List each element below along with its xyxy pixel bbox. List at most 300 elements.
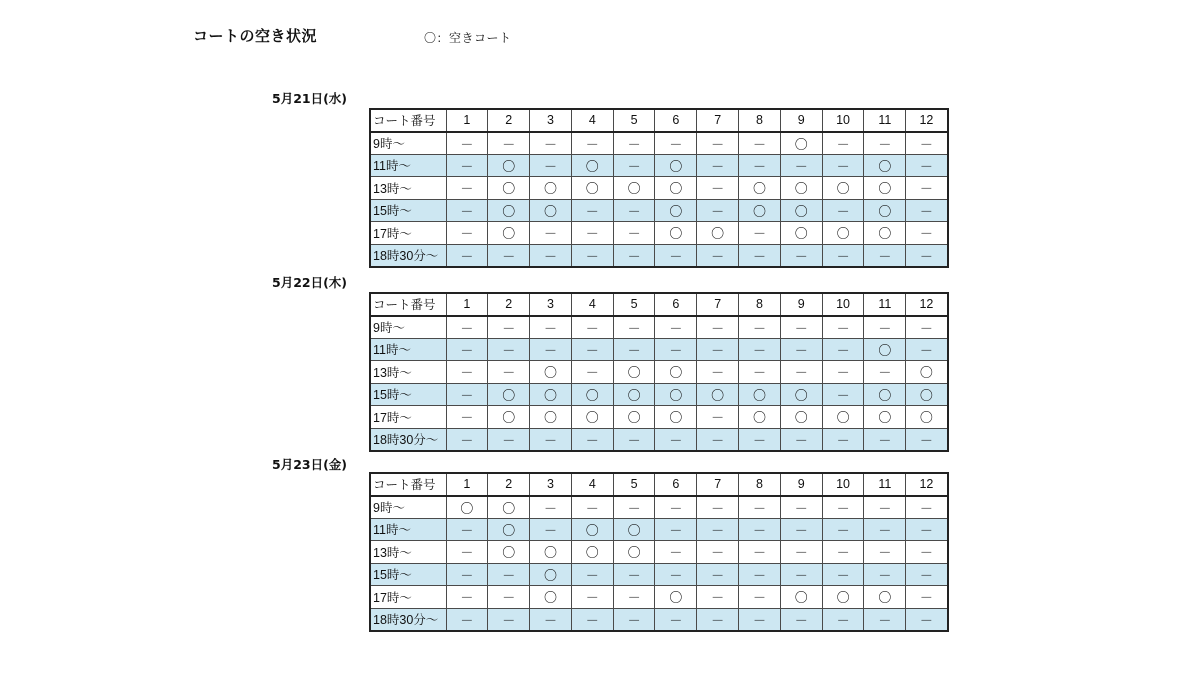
time-slot-row xyxy=(370,222,948,245)
court-unavailable-cell: － xyxy=(655,244,697,267)
court-unavailable-cell: － xyxy=(446,361,488,384)
court-number-10: 10 xyxy=(822,293,864,316)
court-available-cell: 〇 xyxy=(780,132,822,155)
court-available-cell: 〇 xyxy=(530,541,572,564)
court-available-cell: 〇 xyxy=(613,406,655,429)
court-unavailable-cell: － xyxy=(864,132,906,155)
court-available-cell: 〇 xyxy=(697,383,739,406)
court-unavailable-cell: － xyxy=(780,518,822,541)
court-unavailable-cell: － xyxy=(446,199,488,222)
court-unavailable-cell: － xyxy=(697,428,739,451)
court-number-6: 6 xyxy=(655,293,697,316)
court-unavailable-cell: － xyxy=(822,563,864,586)
court-unavailable-cell: － xyxy=(613,496,655,519)
court-unavailable-cell: － xyxy=(530,154,572,177)
time-slot-label: 15時～ xyxy=(370,199,446,222)
court-unavailable-cell: － xyxy=(906,586,948,609)
court-available-cell: 〇 xyxy=(530,563,572,586)
time-slot-row xyxy=(370,428,948,451)
court-unavailable-cell: － xyxy=(655,338,697,361)
court-available-cell: 〇 xyxy=(655,586,697,609)
court-unavailable-cell: － xyxy=(780,361,822,384)
time-slot-label: 11時～ xyxy=(370,518,446,541)
court-unavailable-cell: － xyxy=(822,383,864,406)
court-available-cell: 〇 xyxy=(613,177,655,200)
court-available-cell: 〇 xyxy=(446,496,488,519)
court-unavailable-cell: － xyxy=(571,316,613,339)
time-slot-row xyxy=(370,338,948,361)
time-slot-label: 15時～ xyxy=(370,563,446,586)
court-unavailable-cell: － xyxy=(697,563,739,586)
court-unavailable-cell: － xyxy=(613,132,655,155)
court-available-cell: 〇 xyxy=(739,199,781,222)
court-unavailable-cell: － xyxy=(739,541,781,564)
court-available-cell: 〇 xyxy=(571,541,613,564)
court-available-cell: 〇 xyxy=(822,222,864,245)
court-number-3: 3 xyxy=(530,109,572,132)
time-slot-row xyxy=(370,244,948,267)
court-unavailable-cell: － xyxy=(906,222,948,245)
court-unavailable-cell: － xyxy=(864,428,906,451)
court-available-cell: 〇 xyxy=(864,406,906,429)
court-unavailable-cell: － xyxy=(655,316,697,339)
court-available-cell: 〇 xyxy=(530,406,572,429)
time-slot-row xyxy=(370,541,948,564)
court-unavailable-cell: － xyxy=(571,361,613,384)
court-available-cell: 〇 xyxy=(780,586,822,609)
court-unavailable-cell: － xyxy=(446,316,488,339)
court-available-cell: 〇 xyxy=(488,383,530,406)
court-unavailable-cell: － xyxy=(822,338,864,361)
court-number-2: 2 xyxy=(488,293,530,316)
court-available-cell: 〇 xyxy=(864,199,906,222)
time-slot-label: 9時～ xyxy=(370,316,446,339)
court-available-cell: 〇 xyxy=(822,177,864,200)
court-unavailable-cell: － xyxy=(488,563,530,586)
court-available-cell: 〇 xyxy=(780,199,822,222)
court-unavailable-cell: － xyxy=(530,428,572,451)
court-number-12: 12 xyxy=(906,293,948,316)
court-unavailable-cell: － xyxy=(697,586,739,609)
court-unavailable-cell: － xyxy=(697,608,739,631)
court-unavailable-cell: － xyxy=(571,563,613,586)
court-unavailable-cell: － xyxy=(571,222,613,245)
court-number-6: 6 xyxy=(655,109,697,132)
court-number-9: 9 xyxy=(780,293,822,316)
time-slot-row xyxy=(370,361,948,384)
court-available-cell: 〇 xyxy=(488,154,530,177)
court-unavailable-cell: － xyxy=(655,496,697,519)
court-unavailable-cell: － xyxy=(780,563,822,586)
court-available-cell: 〇 xyxy=(488,199,530,222)
time-slot-label: 18時30分～ xyxy=(370,608,446,631)
time-slot-row xyxy=(370,406,948,429)
court-unavailable-cell: － xyxy=(739,132,781,155)
time-slot-row xyxy=(370,199,948,222)
court-unavailable-cell: － xyxy=(446,608,488,631)
court-available-cell: 〇 xyxy=(864,154,906,177)
court-unavailable-cell: － xyxy=(739,518,781,541)
time-slot-label: 13時～ xyxy=(370,541,446,564)
time-slot-label: 15時～ xyxy=(370,383,446,406)
court-unavailable-cell: － xyxy=(906,496,948,519)
court-unavailable-cell: － xyxy=(906,244,948,267)
court-unavailable-cell: － xyxy=(655,428,697,451)
court-available-cell: 〇 xyxy=(488,496,530,519)
court-unavailable-cell: － xyxy=(864,316,906,339)
court-unavailable-cell: － xyxy=(906,608,948,631)
date-label: 5月23日(金) xyxy=(272,457,348,472)
court-unavailable-cell: － xyxy=(446,518,488,541)
court-unavailable-cell: － xyxy=(697,132,739,155)
court-available-cell: 〇 xyxy=(780,383,822,406)
court-unavailable-cell: － xyxy=(864,541,906,564)
court-number-11: 11 xyxy=(864,293,906,316)
court-available-cell: 〇 xyxy=(780,406,822,429)
court-unavailable-cell: － xyxy=(864,518,906,541)
court-unavailable-cell: － xyxy=(739,338,781,361)
court-number-10: 10 xyxy=(822,109,864,132)
court-unavailable-cell: － xyxy=(780,244,822,267)
court-number-12: 12 xyxy=(906,473,948,496)
court-unavailable-cell: － xyxy=(780,154,822,177)
court-unavailable-cell: － xyxy=(697,518,739,541)
court-unavailable-cell: － xyxy=(613,222,655,245)
court-available-cell: 〇 xyxy=(864,177,906,200)
court-available-cell: 〇 xyxy=(655,406,697,429)
court-unavailable-cell: － xyxy=(571,244,613,267)
court-unavailable-cell: － xyxy=(739,563,781,586)
court-number-10: 10 xyxy=(822,473,864,496)
time-slot-label: 18時30分～ xyxy=(370,428,446,451)
court-available-cell: 〇 xyxy=(906,383,948,406)
court-available-cell: 〇 xyxy=(571,154,613,177)
court-unavailable-cell: － xyxy=(530,608,572,631)
court-available-cell: 〇 xyxy=(488,541,530,564)
time-slot-label: 18時30分～ xyxy=(370,244,446,267)
time-slot-row xyxy=(370,563,948,586)
court-available-cell: 〇 xyxy=(864,338,906,361)
court-unavailable-cell: － xyxy=(739,608,781,631)
court-unavailable-cell: － xyxy=(697,338,739,361)
court-available-cell: 〇 xyxy=(655,199,697,222)
court-unavailable-cell: － xyxy=(446,177,488,200)
court-number-2: 2 xyxy=(488,109,530,132)
time-slot-row xyxy=(370,383,948,406)
court-available-cell: 〇 xyxy=(739,177,781,200)
court-available-cell: 〇 xyxy=(613,541,655,564)
court-number-7: 7 xyxy=(697,109,739,132)
court-unavailable-cell: － xyxy=(697,154,739,177)
court-unavailable-cell: － xyxy=(571,608,613,631)
court-unavailable-cell: － xyxy=(780,541,822,564)
court-available-cell: 〇 xyxy=(571,177,613,200)
court-unavailable-cell: － xyxy=(488,608,530,631)
court-available-cell: 〇 xyxy=(530,177,572,200)
court-available-cell: 〇 xyxy=(571,406,613,429)
court-available-cell: 〇 xyxy=(655,177,697,200)
court-unavailable-cell: － xyxy=(613,338,655,361)
court-number-11: 11 xyxy=(864,109,906,132)
court-unavailable-cell: － xyxy=(613,428,655,451)
court-unavailable-cell: － xyxy=(530,132,572,155)
court-unavailable-cell: － xyxy=(488,428,530,451)
court-available-cell: 〇 xyxy=(739,406,781,429)
court-available-cell: 〇 xyxy=(864,586,906,609)
court-table-day-0523 xyxy=(369,472,949,632)
court-unavailable-cell: － xyxy=(571,586,613,609)
court-available-cell: 〇 xyxy=(488,177,530,200)
time-slot-label: 17時～ xyxy=(370,406,446,429)
court-available-cell: 〇 xyxy=(613,383,655,406)
court-unavailable-cell: － xyxy=(613,586,655,609)
court-available-cell: 〇 xyxy=(780,222,822,245)
court-number-8: 8 xyxy=(739,473,781,496)
header-row xyxy=(370,109,948,132)
court-unavailable-cell: － xyxy=(446,586,488,609)
court-unavailable-cell: － xyxy=(906,338,948,361)
court-unavailable-cell: － xyxy=(906,316,948,339)
court-unavailable-cell: － xyxy=(530,244,572,267)
court-available-cell: 〇 xyxy=(906,361,948,384)
court-unavailable-cell: － xyxy=(780,428,822,451)
court-unavailable-cell: － xyxy=(864,361,906,384)
court-unavailable-cell: － xyxy=(488,361,530,384)
court-unavailable-cell: － xyxy=(906,518,948,541)
court-unavailable-cell: － xyxy=(530,316,572,339)
court-unavailable-cell: － xyxy=(446,541,488,564)
court-unavailable-cell: － xyxy=(864,563,906,586)
court-unavailable-cell: － xyxy=(906,428,948,451)
time-slot-label: 17時～ xyxy=(370,222,446,245)
court-unavailable-cell: － xyxy=(739,316,781,339)
date-label: 5月21日(水) xyxy=(272,91,348,106)
court-unavailable-cell: － xyxy=(739,222,781,245)
court-unavailable-cell: － xyxy=(822,541,864,564)
header-row xyxy=(370,473,948,496)
court-unavailable-cell: － xyxy=(906,154,948,177)
court-available-cell: 〇 xyxy=(613,518,655,541)
court-unavailable-cell: － xyxy=(780,316,822,339)
court-unavailable-cell: － xyxy=(864,496,906,519)
time-slot-label: 9時～ xyxy=(370,496,446,519)
court-available-cell: 〇 xyxy=(488,406,530,429)
court-unavailable-cell: － xyxy=(446,132,488,155)
court-available-cell: 〇 xyxy=(697,222,739,245)
page-title: コートの空き状況 xyxy=(193,27,318,45)
court-unavailable-cell: － xyxy=(571,338,613,361)
court-unavailable-cell: － xyxy=(822,316,864,339)
court-number-12: 12 xyxy=(906,109,948,132)
court-unavailable-cell: － xyxy=(571,496,613,519)
court-available-cell: 〇 xyxy=(655,361,697,384)
court-number-4: 4 xyxy=(571,473,613,496)
court-unavailable-cell: － xyxy=(822,244,864,267)
court-number-1: 1 xyxy=(446,293,488,316)
court-unavailable-cell: － xyxy=(822,496,864,519)
court-available-cell: 〇 xyxy=(613,361,655,384)
header-row xyxy=(370,293,948,316)
court-number-9: 9 xyxy=(780,473,822,496)
court-unavailable-cell: － xyxy=(488,132,530,155)
court-unavailable-cell: － xyxy=(697,361,739,384)
court-unavailable-cell: － xyxy=(613,316,655,339)
court-unavailable-cell: － xyxy=(822,361,864,384)
court-number-5: 5 xyxy=(613,473,655,496)
court-unavailable-cell: － xyxy=(446,338,488,361)
court-available-cell: 〇 xyxy=(864,222,906,245)
court-available-cell: 〇 xyxy=(571,383,613,406)
court-unavailable-cell: － xyxy=(822,428,864,451)
court-number-8: 8 xyxy=(739,109,781,132)
court-unavailable-cell: － xyxy=(739,361,781,384)
court-unavailable-cell: － xyxy=(613,608,655,631)
court-unavailable-cell: － xyxy=(446,154,488,177)
court-number-4: 4 xyxy=(571,109,613,132)
court-unavailable-cell: － xyxy=(822,154,864,177)
court-unavailable-cell: － xyxy=(488,586,530,609)
court-available-cell: 〇 xyxy=(906,406,948,429)
court-number-header: コート番号 xyxy=(370,473,446,496)
court-unavailable-cell: － xyxy=(446,428,488,451)
time-slot-row xyxy=(370,608,948,631)
court-number-1: 1 xyxy=(446,109,488,132)
time-slot-label: 11時～ xyxy=(370,154,446,177)
time-slot-row xyxy=(370,154,948,177)
court-number-11: 11 xyxy=(864,473,906,496)
time-slot-row xyxy=(370,496,948,519)
court-available-cell: 〇 xyxy=(530,383,572,406)
court-unavailable-cell: － xyxy=(446,563,488,586)
court-unavailable-cell: － xyxy=(697,496,739,519)
court-available-cell: 〇 xyxy=(488,222,530,245)
court-unavailable-cell: － xyxy=(488,244,530,267)
court-unavailable-cell: － xyxy=(446,406,488,429)
court-unavailable-cell: － xyxy=(906,199,948,222)
court-table-day-0522 xyxy=(369,292,949,452)
time-slot-label: 17時～ xyxy=(370,586,446,609)
court-available-cell: 〇 xyxy=(530,199,572,222)
court-unavailable-cell: － xyxy=(864,608,906,631)
court-available-cell: 〇 xyxy=(864,383,906,406)
court-unavailable-cell: － xyxy=(613,244,655,267)
court-unavailable-cell: － xyxy=(530,496,572,519)
court-available-cell: 〇 xyxy=(655,383,697,406)
court-unavailable-cell: － xyxy=(739,586,781,609)
legend-text: 〇：空きコート xyxy=(424,31,512,45)
time-slot-row xyxy=(370,316,948,339)
court-number-2: 2 xyxy=(488,473,530,496)
court-unavailable-cell: － xyxy=(530,338,572,361)
court-number-7: 7 xyxy=(697,293,739,316)
court-available-cell: 〇 xyxy=(780,177,822,200)
court-number-4: 4 xyxy=(571,293,613,316)
court-unavailable-cell: － xyxy=(906,563,948,586)
court-unavailable-cell: － xyxy=(488,338,530,361)
court-unavailable-cell: － xyxy=(864,244,906,267)
court-unavailable-cell: － xyxy=(655,132,697,155)
court-unavailable-cell: － xyxy=(613,154,655,177)
court-unavailable-cell: － xyxy=(697,177,739,200)
court-number-9: 9 xyxy=(780,109,822,132)
court-available-cell: 〇 xyxy=(571,518,613,541)
court-unavailable-cell: － xyxy=(697,199,739,222)
court-unavailable-cell: － xyxy=(446,383,488,406)
court-available-cell: 〇 xyxy=(655,222,697,245)
court-unavailable-cell: － xyxy=(822,199,864,222)
court-number-8: 8 xyxy=(739,293,781,316)
time-slot-row xyxy=(370,132,948,155)
court-unavailable-cell: － xyxy=(446,222,488,245)
court-number-header: コート番号 xyxy=(370,293,446,316)
court-unavailable-cell: － xyxy=(613,199,655,222)
court-unavailable-cell: － xyxy=(822,608,864,631)
time-slot-row xyxy=(370,586,948,609)
court-unavailable-cell: － xyxy=(655,563,697,586)
time-slot-label: 11時～ xyxy=(370,338,446,361)
court-unavailable-cell: － xyxy=(530,222,572,245)
court-unavailable-cell: － xyxy=(571,428,613,451)
court-number-6: 6 xyxy=(655,473,697,496)
date-label: 5月22日(木) xyxy=(272,275,348,290)
court-unavailable-cell: － xyxy=(822,518,864,541)
court-unavailable-cell: － xyxy=(780,496,822,519)
court-unavailable-cell: － xyxy=(822,132,864,155)
time-slot-row xyxy=(370,177,948,200)
time-slot-row xyxy=(370,518,948,541)
court-unavailable-cell: － xyxy=(613,563,655,586)
court-table-day-0521 xyxy=(369,108,949,268)
court-unavailable-cell: － xyxy=(571,132,613,155)
court-number-7: 7 xyxy=(697,473,739,496)
court-unavailable-cell: － xyxy=(697,316,739,339)
court-unavailable-cell: － xyxy=(739,244,781,267)
court-unavailable-cell: － xyxy=(697,244,739,267)
court-unavailable-cell: － xyxy=(571,199,613,222)
court-unavailable-cell: － xyxy=(906,541,948,564)
time-slot-label: 13時～ xyxy=(370,361,446,384)
court-unavailable-cell: － xyxy=(446,244,488,267)
court-unavailable-cell: － xyxy=(739,428,781,451)
court-unavailable-cell: － xyxy=(906,132,948,155)
court-unavailable-cell: － xyxy=(530,518,572,541)
court-unavailable-cell: － xyxy=(697,406,739,429)
court-unavailable-cell: － xyxy=(697,541,739,564)
court-unavailable-cell: － xyxy=(655,518,697,541)
court-unavailable-cell: － xyxy=(780,608,822,631)
court-unavailable-cell: － xyxy=(739,496,781,519)
court-unavailable-cell: － xyxy=(655,608,697,631)
court-number-1: 1 xyxy=(446,473,488,496)
court-unavailable-cell: － xyxy=(655,541,697,564)
court-available-cell: 〇 xyxy=(655,154,697,177)
court-available-cell: 〇 xyxy=(530,586,572,609)
court-number-5: 5 xyxy=(613,109,655,132)
court-available-cell: 〇 xyxy=(822,586,864,609)
time-slot-label: 13時～ xyxy=(370,177,446,200)
court-available-cell: 〇 xyxy=(530,361,572,384)
time-slot-label: 9時～ xyxy=(370,132,446,155)
court-number-3: 3 xyxy=(530,293,572,316)
court-unavailable-cell: － xyxy=(488,316,530,339)
court-unavailable-cell: － xyxy=(780,338,822,361)
court-available-cell: 〇 xyxy=(822,406,864,429)
court-unavailable-cell: － xyxy=(739,154,781,177)
court-unavailable-cell: － xyxy=(906,177,948,200)
court-number-5: 5 xyxy=(613,293,655,316)
court-number-3: 3 xyxy=(530,473,572,496)
court-available-cell: 〇 xyxy=(488,518,530,541)
